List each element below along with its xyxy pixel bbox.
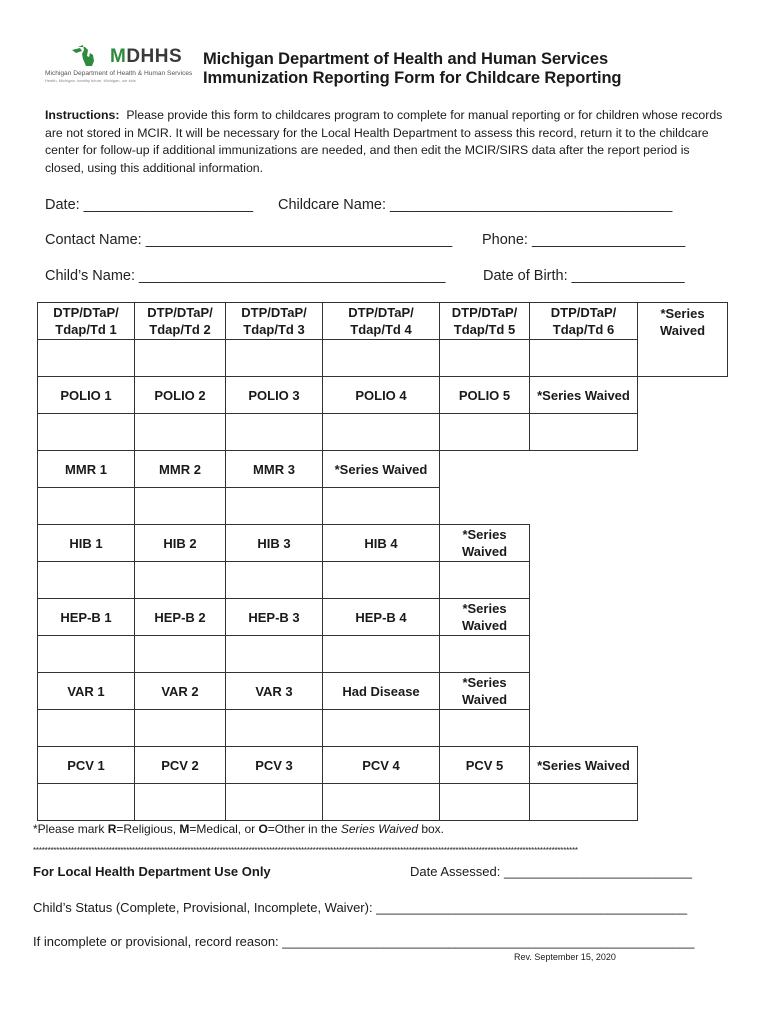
waiver-entry-cell[interactable] xyxy=(323,488,440,525)
series-waived-header-cell: *Series Waived xyxy=(638,303,728,377)
vaccine-header-cell: MMR 1 xyxy=(38,451,135,488)
date-assessed-field[interactable]: Date Assessed: __________________________ xyxy=(410,864,692,879)
waiver-entry-cell[interactable] xyxy=(440,562,530,599)
series-waived-header-cell: *Series Waived xyxy=(440,673,530,710)
childcare-name-field[interactable]: Childcare Name: ___________________________________ xyxy=(278,197,673,213)
date-entry-cell[interactable] xyxy=(530,340,638,377)
vaccine-header-cell: PCV 5 xyxy=(440,747,530,784)
date-entry-cell[interactable] xyxy=(38,562,135,599)
phone-field[interactable]: Phone: ___________________ xyxy=(482,232,686,248)
table-row xyxy=(38,599,728,636)
instructions-text: Please provide this form to childcares program to complete for manual reporting or for children whose records are not stored in MCIR. It will be necessary for the Local Health Department to assess this record, return it to the childcare center for follow-up if additional immunizations are needed, and then edit the MCIR/SIRS data after the report period is closed, using this additional information. xyxy=(45,108,723,175)
series-waived-header-cell: *Series Waived xyxy=(323,451,440,488)
date-entry-cell[interactable] xyxy=(323,710,440,747)
date-entry-cell[interactable] xyxy=(226,784,323,821)
date-field[interactable]: Date: _____________________ xyxy=(45,197,254,213)
vaccine-header-cell: HIB 1 xyxy=(38,525,135,562)
vaccine-header-cell: POLIO 1 xyxy=(38,377,135,414)
date-entry-cell[interactable] xyxy=(323,414,440,451)
child-status-field[interactable]: Child’s Status (Complete, Provisional, Incomplete, Waiver): ___________________________________________ xyxy=(33,900,688,915)
mdhhs-logo xyxy=(40,46,193,86)
date-entry-cell[interactable] xyxy=(38,710,135,747)
date-entry-cell[interactable] xyxy=(226,710,323,747)
instructions xyxy=(45,107,725,177)
date-entry-cell[interactable] xyxy=(440,340,530,377)
immunization-table xyxy=(37,302,728,821)
vaccine-header-cell: HEP-B 2 xyxy=(135,599,226,636)
date-entry-cell[interactable] xyxy=(38,414,135,451)
date-entry-cell[interactable] xyxy=(440,414,530,451)
date-entry-cell[interactable] xyxy=(226,562,323,599)
date-entry-cell[interactable] xyxy=(135,488,226,525)
vaccine-header-cell: DTP/DTaP/ Tdap/Td 6 xyxy=(530,303,638,340)
vaccine-header-cell: HEP-B 4 xyxy=(323,599,440,636)
series-waived-header-cell: *Series Waived xyxy=(530,377,638,414)
logo-fullname: Michigan Department of Health & Human Services xyxy=(45,70,193,77)
vaccine-header-cell: MMR 2 xyxy=(135,451,226,488)
had-disease-header-cell: Had Disease xyxy=(323,673,440,710)
revision-date: Rev. September 15, 2020 xyxy=(514,952,616,962)
waiver-entry-cell[interactable] xyxy=(530,784,638,821)
table-row xyxy=(38,303,728,340)
date-entry-cell[interactable] xyxy=(226,414,323,451)
vaccine-header-cell: VAR 1 xyxy=(38,673,135,710)
childs-name-field[interactable]: Child’s Name: ______________________________________ xyxy=(45,268,446,284)
vaccine-header-cell: HIB 3 xyxy=(226,525,323,562)
table-row xyxy=(38,636,728,673)
vaccine-header-cell: DTP/DTaP/ Tdap/Td 4 xyxy=(323,303,440,340)
vaccine-header-cell: POLIO 2 xyxy=(135,377,226,414)
table-row xyxy=(38,340,728,377)
series-waived-header-cell: *Series Waived xyxy=(440,599,530,636)
series-waived-header-cell: *Series Waived xyxy=(530,747,638,784)
date-entry-cell[interactable] xyxy=(135,562,226,599)
date-entry-cell[interactable] xyxy=(38,340,135,377)
date-entry-cell[interactable] xyxy=(135,636,226,673)
waiver-entry-cell[interactable] xyxy=(440,636,530,673)
table-row xyxy=(38,525,728,562)
logo-wordmark: MDHHS xyxy=(110,46,183,67)
date-entry-cell[interactable] xyxy=(226,340,323,377)
waiver-note: *Please mark R=Religious, M=Medical, or O=Other in the Series Waived box. xyxy=(33,822,445,836)
date-entry-cell[interactable] xyxy=(226,488,323,525)
vaccine-header-cell: DTP/DTaP/ Tdap/Td 2 xyxy=(135,303,226,340)
date-entry-cell[interactable] xyxy=(38,488,135,525)
vaccine-header-cell: HIB 4 xyxy=(323,525,440,562)
table-row xyxy=(38,673,728,710)
record-reason-field[interactable]: If incomplete or provisional, record reason: _________________________________________________________ xyxy=(33,934,695,949)
date-entry-cell[interactable] xyxy=(135,784,226,821)
vaccine-header-cell: PCV 3 xyxy=(226,747,323,784)
vaccine-header-cell: MMR 3 xyxy=(226,451,323,488)
vaccine-header-cell: POLIO 3 xyxy=(226,377,323,414)
vaccine-header-cell: DTP/DTaP/ Tdap/Td 1 xyxy=(38,303,135,340)
date-entry-cell[interactable] xyxy=(440,784,530,821)
vaccine-header-cell: HEP-B 3 xyxy=(226,599,323,636)
michigan-map-icon xyxy=(70,44,100,68)
page-title-line2: Immunization Reporting Form for Childcare Reporting xyxy=(203,69,622,87)
waiver-entry-cell[interactable] xyxy=(440,710,530,747)
page-title-line1: Michigan Department of Health and Human Services xyxy=(203,50,609,68)
vaccine-header-cell: VAR 2 xyxy=(135,673,226,710)
date-of-birth-field[interactable]: Date of Birth: ______________ xyxy=(483,268,685,284)
vaccine-header-cell: POLIO 4 xyxy=(323,377,440,414)
waiver-entry-cell[interactable] xyxy=(530,414,638,451)
table-row xyxy=(38,414,728,451)
separator-line: ******************************************************************************************************************************************************************************************* xyxy=(33,846,578,855)
date-entry-cell[interactable] xyxy=(323,636,440,673)
vaccine-header-cell: PCV 4 xyxy=(323,747,440,784)
vaccine-header-cell: POLIO 5 xyxy=(440,377,530,414)
vaccine-header-cell: DTP/DTaP/ Tdap/Td 5 xyxy=(440,303,530,340)
date-entry-cell[interactable] xyxy=(135,340,226,377)
date-entry-cell[interactable] xyxy=(38,636,135,673)
table-row xyxy=(38,488,728,525)
vaccine-header-cell: HEP-B 1 xyxy=(38,599,135,636)
table-row xyxy=(38,562,728,599)
date-entry-cell[interactable] xyxy=(226,636,323,673)
table-row xyxy=(38,710,728,747)
date-entry-cell[interactable] xyxy=(323,784,440,821)
vaccine-header-cell: PCV 1 xyxy=(38,747,135,784)
table-row xyxy=(38,784,728,821)
vaccine-header-cell: DTP/DTaP/ Tdap/Td 3 xyxy=(226,303,323,340)
vaccine-header-cell: HIB 2 xyxy=(135,525,226,562)
vaccine-header-cell: PCV 2 xyxy=(135,747,226,784)
date-entry-cell[interactable] xyxy=(38,784,135,821)
instructions-label: Instructions: xyxy=(45,108,120,122)
table-row xyxy=(38,377,728,414)
vaccine-header-cell: VAR 3 xyxy=(226,673,323,710)
date-entry-cell[interactable] xyxy=(323,340,440,377)
date-entry-cell[interactable] xyxy=(135,710,226,747)
contact-name-field[interactable]: Contact Name: ______________________________________ xyxy=(45,232,453,248)
table-row xyxy=(38,747,728,784)
date-entry-cell[interactable] xyxy=(323,562,440,599)
table-row xyxy=(38,451,728,488)
date-entry-cell[interactable] xyxy=(135,414,226,451)
logo-tagline: Health, Michigan, healthy future, Michigan, our kids xyxy=(45,78,136,83)
lhd-title: For Local Health Department Use Only xyxy=(33,864,271,879)
series-waived-header-cell: *Series Waived xyxy=(440,525,530,562)
